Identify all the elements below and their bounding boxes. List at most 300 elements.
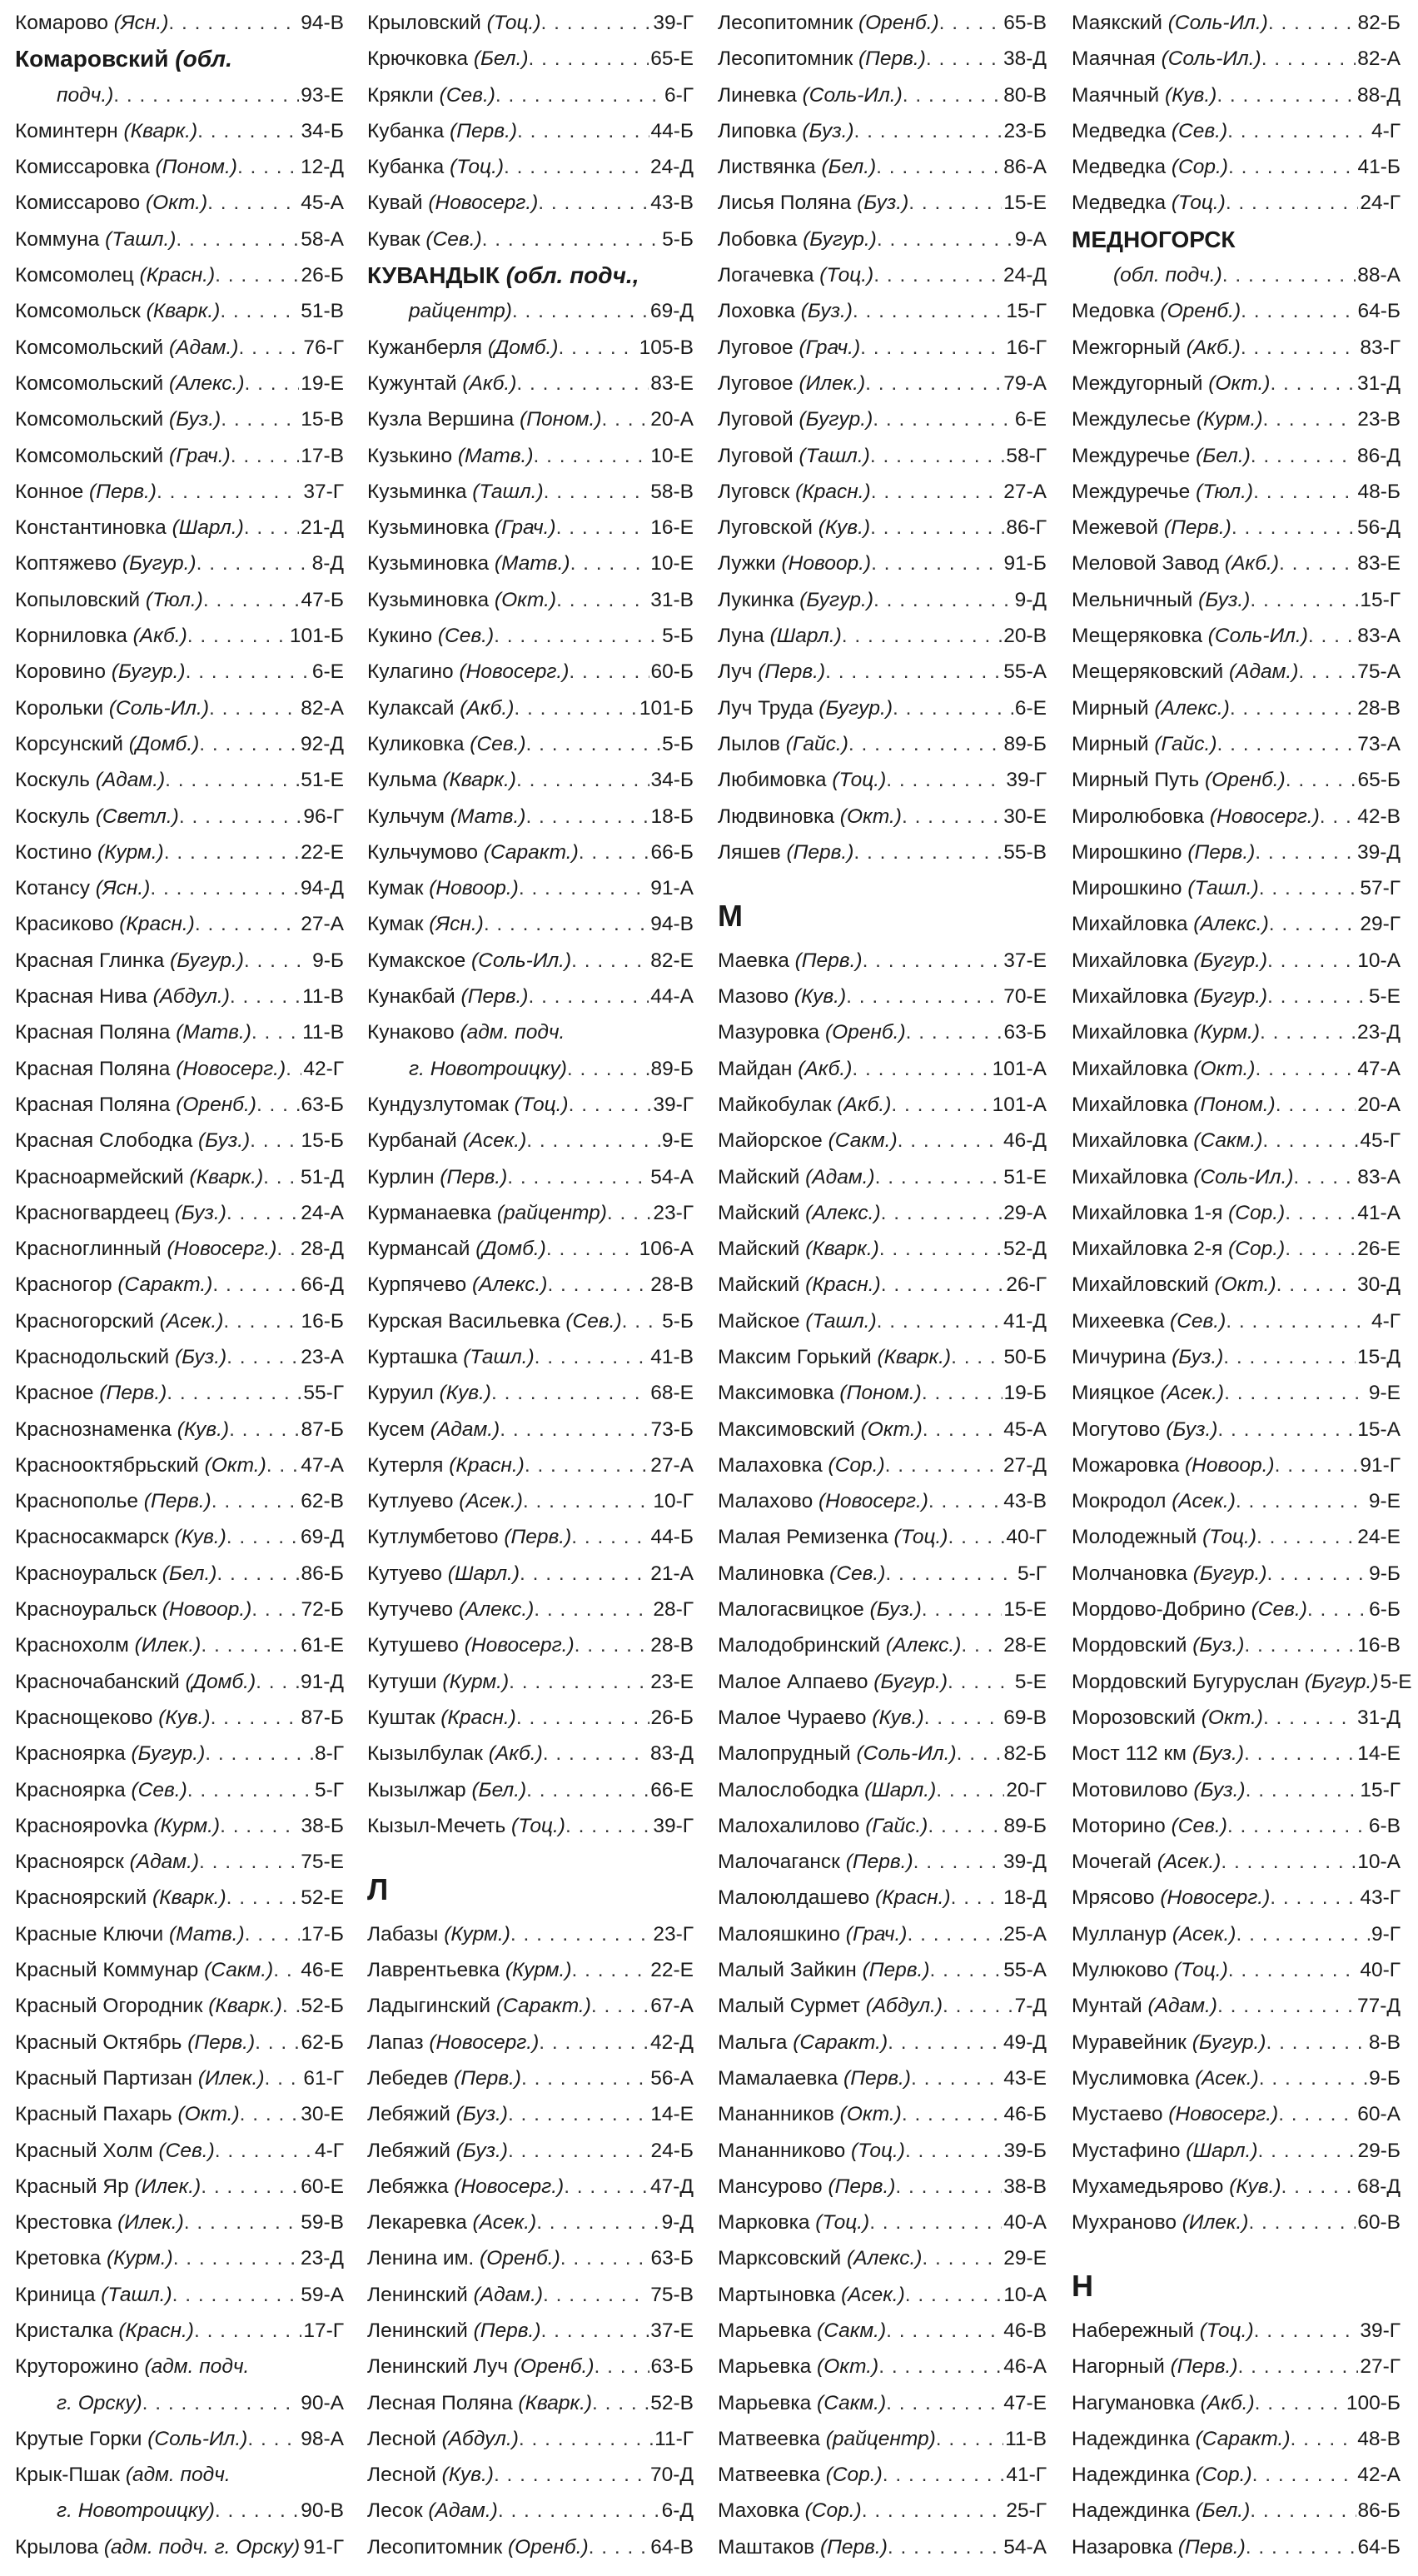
leader-dots <box>201 1627 299 1663</box>
entry-map-reference: 69-Д <box>649 300 694 323</box>
entry-place-label: Луговое <box>718 336 799 359</box>
entry-place-label: Надеждинка <box>1072 2464 1196 2487</box>
entry-map-reference: 38-Б <box>301 1814 344 1837</box>
entry-district: (Курм.) <box>444 1922 510 1946</box>
entry-place-label: МЕДНОГОРСК <box>1072 226 1236 252</box>
entry-place-label: Луч <box>718 660 759 684</box>
leader-dots <box>570 546 649 581</box>
entry-district: (Гайс.) <box>865 1814 928 1837</box>
entry-district: (Кварк.) <box>877 1345 952 1368</box>
entry-map-reference: 43-В <box>1003 1490 1047 1513</box>
entry-district: (Сев.) <box>437 625 495 648</box>
entry-district: (Новоор.) <box>1185 1453 1275 1477</box>
entry-place-name <box>1072 1880 1270 1916</box>
entry-place-name <box>718 1303 877 1339</box>
entry-place-name <box>367 366 516 401</box>
index-entry <box>1072 1592 1401 1627</box>
entry-place-name <box>1072 2169 1281 2205</box>
entry-place-name <box>718 2313 886 2349</box>
entry-place-name <box>367 185 538 221</box>
entry-place-name <box>15 2133 215 2169</box>
entry-district: (Перв.) <box>1163 516 1231 540</box>
entry-place-name <box>367 906 484 942</box>
entry-map-reference: 6-Д <box>661 2499 694 2523</box>
leader-dots <box>1276 1267 1356 1303</box>
entry-place-label: Мост 112 км <box>1072 1742 1192 1766</box>
entry-district: (Сор.) <box>825 2464 883 2487</box>
entry-district: (Красн.) <box>805 1273 881 1297</box>
leader-dots <box>928 1808 1002 1844</box>
index-entry <box>15 149 344 185</box>
entry-place-label: Куштак <box>367 1706 441 1729</box>
index-entry <box>718 77 1047 113</box>
entry-map-reference: 91-Г <box>303 2535 344 2559</box>
entry-map-reference: 10-А <box>1357 1851 1401 1874</box>
entry-map-reference: 91-Б <box>1003 552 1047 575</box>
entry-place-name <box>718 1988 943 2024</box>
leader-dots <box>948 1519 1004 1555</box>
entry-place-label: Мансурово <box>718 2175 828 2198</box>
entry-district: (райцентр) <box>825 2427 936 2450</box>
entry-district: (Ясн.) <box>113 12 169 34</box>
index-entry <box>718 1339 1047 1375</box>
index-entry <box>367 943 694 979</box>
entry-place-label: Мельничный <box>1072 588 1199 611</box>
entry-map-reference: 9-А <box>1014 227 1047 251</box>
entry-place-name <box>15 330 238 366</box>
index-entry <box>1072 2205 1401 2240</box>
index-entry <box>718 1916 1047 1952</box>
entry-place-name <box>718 943 863 979</box>
entry-place-name <box>15 149 237 185</box>
entry-place-label: Красная Глинка <box>15 949 171 972</box>
index-entry <box>367 1051 694 1087</box>
entry-place-name <box>15 2349 249 2384</box>
entry-district: (Саракт.) <box>495 1995 591 2018</box>
entry-district: (Кварк.) <box>146 300 221 323</box>
entry-district: (Акб.) <box>132 625 187 648</box>
entry-place-name <box>718 1051 852 1087</box>
entry-place-label: Крючковка <box>367 47 474 71</box>
entry-place-label: Коскуль <box>15 769 96 792</box>
leader-dots <box>853 835 1002 870</box>
entry-district: (Новосерг.) <box>429 2030 540 2054</box>
entry-place-label: Кунаково <box>367 1021 460 1044</box>
entry-district: (Шарл.) <box>447 1562 520 1585</box>
entry-place-label: Константиновка <box>15 516 172 540</box>
entry-district: (Алекс.) <box>885 1634 962 1657</box>
entry-place-name <box>718 1736 957 1771</box>
entry-district: (Алекс.) <box>1154 696 1230 720</box>
leader-dots <box>1260 1014 1356 1050</box>
entry-place-name <box>718 2096 902 2132</box>
entry-map-reference: 60-В <box>1357 2211 1401 2235</box>
entry-place-name <box>15 1519 226 1555</box>
entry-map-reference: 63-Б <box>650 2355 694 2379</box>
entry-district: (Буз.) <box>857 192 909 215</box>
entry-place-name <box>367 2169 564 2205</box>
leader-dots <box>1226 1303 1370 1339</box>
leader-dots <box>873 257 1002 293</box>
entry-map-reference: 6-В <box>1368 1814 1401 1837</box>
index-entry <box>1072 2529 1401 2565</box>
entry-place-name <box>15 2025 255 2060</box>
index-entry <box>718 222 1047 257</box>
index-entry <box>718 2205 1047 2240</box>
leader-dots <box>244 943 311 979</box>
entry-map-reference: 94-Д <box>300 877 344 900</box>
leader-dots <box>906 1014 1003 1050</box>
entry-place-label: Михайловка <box>1072 1021 1194 1044</box>
entry-map-reference: 9-Б <box>1369 2066 1401 2090</box>
index-entry <box>1072 1483 1401 1519</box>
entry-district: (Алекс.) <box>471 1273 548 1297</box>
index-entry <box>367 2349 694 2384</box>
entry-place-label: Луч Труда <box>718 696 819 720</box>
entry-map-reference: 29-Г <box>1360 913 1401 936</box>
index-entry <box>15 618 344 654</box>
entry-map-reference: 15-Г <box>1360 588 1401 611</box>
index-entry <box>15 2421 344 2457</box>
entry-map-reference: 83-Е <box>650 371 694 395</box>
entry-district: (Буз.) <box>800 300 853 323</box>
entry-place-label: Лебяжий <box>367 2103 456 2126</box>
entry-place-name <box>15 943 244 979</box>
entry-map-reference: 52-Е <box>301 1886 344 1910</box>
entry-place-label: Луговое <box>718 371 799 395</box>
entry-map-reference: 63-Б <box>650 2247 694 2270</box>
entry-place-label: Могутово <box>1072 1418 1167 1441</box>
entry-place-label: Назаровка <box>1072 2535 1178 2559</box>
leader-dots <box>594 2349 649 2384</box>
entry-map-reference: 88-Д <box>1356 83 1401 107</box>
index-entry <box>1072 1339 1401 1375</box>
entry-place-label: Муслимовка <box>1072 2066 1196 2090</box>
entry-place-name <box>1072 1087 1276 1123</box>
entry-map-reference: 24-Г <box>1360 192 1401 215</box>
leader-dots <box>1259 870 1359 906</box>
entry-place-name <box>15 1627 201 1663</box>
leader-dots <box>205 1736 313 1771</box>
entry-place-label: Набережный <box>1072 2319 1200 2342</box>
entry-place-label: Межгорный <box>1072 336 1187 359</box>
entry-place-label: Луговой <box>718 444 799 467</box>
entry-district: (Бугур.) <box>818 696 893 720</box>
entry-map-reference: 23-Д <box>1356 1021 1401 1044</box>
entry-place-label: Красная Поляна <box>15 1057 177 1080</box>
entry-place-label: Малахово <box>718 1490 819 1513</box>
entry-district: (Перв.) <box>794 949 863 972</box>
leader-dots <box>229 1412 299 1447</box>
index-column-3 <box>718 5 1047 2565</box>
entry-place-name <box>1072 582 1250 618</box>
leader-dots <box>226 1339 299 1375</box>
leader-dots <box>924 1700 1003 1736</box>
entry-map-reference: 39-Г <box>1006 769 1047 792</box>
entry-district: (Курм.) <box>97 840 164 864</box>
entry-place-name <box>1072 113 1227 149</box>
entry-place-label: Мордовский <box>1072 1634 1193 1657</box>
entry-district: (Перв.) <box>460 985 529 1009</box>
entry-place-label: Крестовка <box>15 2211 118 2235</box>
entry-map-reference: 37-Е <box>650 2319 694 2342</box>
entry-district: (Матв.) <box>450 805 526 828</box>
entry-map-reference: 28-В <box>1357 696 1401 720</box>
index-entry <box>15 2205 344 2240</box>
entry-place-name <box>1072 2493 1250 2529</box>
entry-place-name <box>1072 2133 1258 2169</box>
index-entry <box>15 2349 344 2384</box>
entry-map-reference: 41-Д <box>1003 1309 1047 1333</box>
index-entry <box>1072 2025 1401 2060</box>
index-entry <box>1072 1772 1401 1808</box>
leader-dots <box>592 2385 649 2421</box>
entry-place-name <box>15 1123 250 1158</box>
entry-district: (Кув.) <box>1229 2175 1281 2198</box>
index-entry <box>718 2457 1047 2493</box>
index-entry <box>1072 510 1401 546</box>
entry-place-name <box>57 2493 215 2529</box>
entry-place-name <box>718 762 886 798</box>
index-entry <box>718 474 1047 510</box>
index-entry <box>718 257 1047 293</box>
index-entry <box>718 1844 1047 1880</box>
entry-place-label: Малое Алпаево <box>718 1670 874 1693</box>
leader-dots <box>504 149 649 185</box>
entry-place-name <box>367 438 534 474</box>
leader-dots <box>525 1447 649 1483</box>
leader-dots <box>911 2060 1002 2096</box>
entry-place-label: Копыловский <box>15 588 146 611</box>
index-entry <box>367 762 694 798</box>
entry-map-reference: 28-В <box>650 1273 694 1297</box>
leader-dots <box>1267 979 1367 1014</box>
entry-district: (Адам.) <box>428 2499 498 2523</box>
entry-place-label: Мещеряковский <box>1072 660 1229 684</box>
leader-dots <box>558 330 637 366</box>
entry-district: (Грач.) <box>845 1922 908 1946</box>
index-entry <box>718 438 1047 474</box>
entry-map-reference: 86-Д <box>1356 444 1401 467</box>
entry-district: (Илек.) <box>134 2175 202 2198</box>
entry-district: (Окт.) <box>145 192 208 215</box>
entry-district: (Сев.) <box>1251 1598 1307 1622</box>
entry-place-name <box>15 2205 184 2240</box>
index-entry <box>1072 438 1401 474</box>
index-entry <box>15 185 344 221</box>
index-entry <box>15 2385 344 2421</box>
index-entry <box>367 1231 694 1267</box>
entry-district: (Сев.) <box>1171 1814 1227 1837</box>
entry-place-label: Красногор <box>15 1273 118 1297</box>
leader-dots <box>1285 1231 1356 1267</box>
index-entry <box>15 41 344 77</box>
entry-place-name <box>1072 1952 1228 1988</box>
entry-place-label: Кутлумбетово <box>367 1526 505 1549</box>
entry-place-label: Ляшев <box>718 840 787 864</box>
entry-place-name <box>367 2529 589 2565</box>
entry-place-label: Кубанка <box>367 119 450 142</box>
entry-place-label: Корниловка <box>15 625 133 648</box>
index-entry <box>718 2493 1047 2529</box>
entry-place-label: Малый Сурмет <box>718 1995 866 2018</box>
entry-place-name <box>718 330 860 366</box>
entry-place-label: Красиково <box>15 913 120 936</box>
leader-dots <box>913 1844 1002 1880</box>
entry-place-label: Комсомольский <box>15 444 170 467</box>
entry-place-name <box>718 1844 913 1880</box>
entry-district: (Бел.) <box>1195 2499 1251 2523</box>
entry-map-reference: 65-Е <box>650 47 694 71</box>
entry-district: (Гайс.) <box>1154 732 1217 755</box>
entry-place-name <box>15 293 220 329</box>
leader-dots <box>1255 2385 1345 2421</box>
entry-map-reference: 28-В <box>650 1634 694 1657</box>
entry-map-reference: 83-Г <box>1360 336 1401 359</box>
leader-dots <box>250 1123 299 1158</box>
index-entry <box>367 906 694 942</box>
index-entry <box>15 1231 344 1267</box>
leader-dots <box>1262 1123 1358 1158</box>
entry-place-name <box>367 1916 510 1952</box>
entry-place-name <box>367 2493 498 2529</box>
index-entry <box>15 1087 344 1123</box>
entry-map-reference: 51-В <box>301 300 344 323</box>
index-entry <box>367 113 694 149</box>
entry-district: (Перв.) <box>1187 840 1256 864</box>
entry-place-name <box>15 906 195 942</box>
entry-district: (Асек.) <box>459 1490 523 1513</box>
index-entry <box>15 1700 344 1736</box>
index-entry <box>367 366 694 401</box>
index-entry <box>718 1988 1047 2024</box>
leader-dots <box>1244 1736 1356 1771</box>
index-entry <box>1072 1412 1401 1447</box>
entry-place-name <box>1072 2457 1252 2493</box>
leader-dots <box>881 1267 1005 1303</box>
index-entry <box>1072 1844 1401 1880</box>
entry-district: (Тоц.) <box>893 1526 948 1549</box>
entry-place-label: Междулесье <box>1072 408 1197 431</box>
entry-place-label: Лесопитомник <box>718 12 858 34</box>
entry-map-reference: 24-Д <box>1003 264 1047 287</box>
leader-dots <box>903 77 1003 113</box>
entry-map-reference: 75-Е <box>301 1851 344 1874</box>
index-entry <box>367 293 694 329</box>
leader-dots <box>560 2240 649 2276</box>
entry-district: (Сев.) <box>439 83 495 107</box>
entry-district: (Бугур.) <box>170 949 244 972</box>
leader-dots <box>536 2205 659 2240</box>
index-entry <box>15 1051 344 1087</box>
entry-place-name <box>1072 1483 1236 1519</box>
entry-place-label: Михайловка <box>1072 1165 1194 1188</box>
entry-place-name <box>1072 2205 1248 2240</box>
entry-place-label: Малопрудный <box>718 1742 857 1766</box>
leader-dots <box>187 618 288 654</box>
entry-map-reference: 87-Б <box>301 1418 344 1441</box>
entry-map-reference: 72-Б <box>301 1598 344 1622</box>
leader-dots <box>512 293 649 329</box>
entry-place-name <box>15 2169 201 2205</box>
entry-place-label: Комсомольский <box>15 336 170 359</box>
leader-dots <box>541 5 652 41</box>
entry-map-reference: 45-А <box>301 192 344 215</box>
index-entry <box>15 1592 344 1627</box>
entry-place-label: Ленинский <box>367 2319 474 2342</box>
leader-dots <box>525 799 649 835</box>
leader-dots <box>865 366 1002 401</box>
entry-map-reference: 16-Е <box>650 516 694 540</box>
entry-place-name <box>15 979 230 1014</box>
index-entry <box>15 835 344 870</box>
leader-dots <box>263 1159 299 1195</box>
index-entry <box>718 2025 1047 2060</box>
entry-place-name <box>718 2169 895 2205</box>
index-entry <box>1072 1087 1401 1123</box>
leader-dots <box>231 438 300 474</box>
leader-dots <box>509 1664 649 1700</box>
leader-dots <box>514 690 638 726</box>
leader-dots <box>1278 2096 1356 2132</box>
index-entry <box>15 2493 344 2529</box>
entry-place-label: Малиновка <box>718 1562 830 1585</box>
index-entry <box>718 690 1047 726</box>
index-entry <box>1072 149 1401 185</box>
entry-place-label: Красноярск <box>15 1851 130 1874</box>
entry-district: (Кварк.) <box>805 1238 879 1261</box>
entry-place-name <box>15 1736 205 1771</box>
entry-place-label: Молодежный <box>1072 1526 1203 1549</box>
entry-place-label: Марксовский <box>718 2247 847 2270</box>
entry-map-reference: 44-Б <box>650 1526 694 1549</box>
entry-place-name <box>1072 222 1236 257</box>
entry-district: (Ясн.) <box>95 877 151 900</box>
entry-map-reference: 26-Е <box>1357 1238 1401 1261</box>
entry-district: (Красн.) <box>139 264 216 287</box>
entry-place-name <box>15 1988 282 2024</box>
leader-dots <box>539 2025 649 2060</box>
entry-place-label: Кызылжар <box>367 1778 472 1801</box>
leader-dots <box>928 1483 1002 1519</box>
entry-place-name <box>718 1159 875 1195</box>
index-entry <box>718 799 1047 835</box>
entry-place-name <box>718 546 871 581</box>
leader-dots <box>484 906 649 942</box>
entry-map-reference: 44-А <box>650 985 694 1009</box>
entry-map-reference: 70-Е <box>1003 985 1047 1009</box>
index-entry <box>718 943 1047 979</box>
index-entry <box>718 726 1047 762</box>
entry-map-reference: 64-В <box>650 2535 694 2559</box>
entry-district: (Кув.) <box>177 1418 230 1441</box>
leader-dots <box>1254 2313 1359 2349</box>
leader-dots <box>922 1375 1003 1411</box>
entry-place-label: Курмансай <box>367 1238 476 1261</box>
entry-place-name <box>367 546 570 581</box>
entry-district: (Алекс.) <box>458 1598 535 1622</box>
index-entry <box>15 257 344 293</box>
entry-district: (Сев.) <box>158 2139 215 2162</box>
index-entry <box>718 2133 1047 2169</box>
entry-map-reference: 8-В <box>1368 2030 1401 2054</box>
entry-place-name <box>718 185 908 221</box>
entry-place-label: Лобовка <box>718 227 804 251</box>
entry-district: (Буз.) <box>1193 1778 1246 1801</box>
entry-place-name <box>718 1556 885 1592</box>
index-entry <box>15 1195 344 1231</box>
entry-place-label: Ленинский Луч <box>367 2355 514 2379</box>
